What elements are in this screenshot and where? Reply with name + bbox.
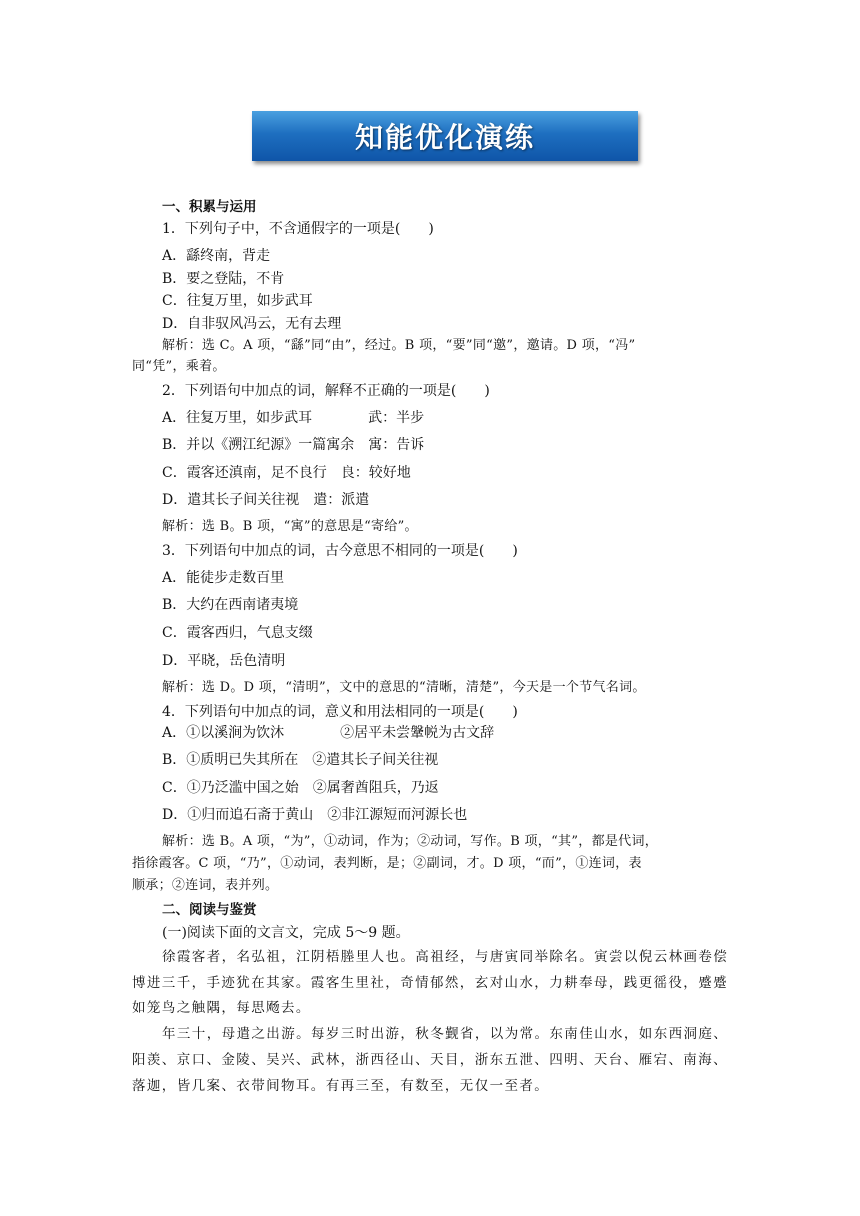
text-line-p2-1: 年三十，母遣之出游。每岁三时出游，秋冬觐省，以为常。东南佳山水，如东西洞庭、: [162, 1026, 729, 1042]
text-line-q2a: A．往复万里，如步武耳 武：半步: [162, 410, 425, 426]
text-line-q2d: D．遣其长子间关往视 遣：派遣: [162, 492, 370, 508]
text-line-a2: 解析：选 B。B 项，“寓”的意思是“寄给”。: [162, 519, 418, 534]
text-line-q1c: C．往复万里，如步武耳: [162, 293, 313, 309]
text-line-a4-1: 解析：选 B。A 项，“为”，①动词，作为；②动词，写作。B 项，“其”，都是代词，: [162, 834, 659, 849]
banner-title: 知能优化演练: [354, 121, 535, 154]
text-line-q1a: A．繇终南，背走: [162, 248, 271, 264]
text-line-p1-2: 博进三千，手迹犹在其家。霞客生里社，奇情郁然，玄对山水，力耕奉母，践更徭役，蹙蹙: [132, 975, 728, 991]
text-line-a3: 解析：选 D。D 项，“清明”，文中的意思的“清晰，清楚”，今天是一个节气名词。: [162, 680, 646, 695]
title-banner: [252, 111, 638, 161]
text-line-q4c: C．①乃泛滥中国之始 ②属奢酋阻兵，乃返: [162, 780, 439, 796]
text-line-p1-1: 徐霞客者，名弘祖，江阴梧塍里人也。高祖经，与唐寅同举除名。寅尝以倪云林画卷偿: [162, 949, 729, 965]
text-line-s1: 一、积累与运用: [162, 199, 257, 215]
text-line-p1-3: 如笼鸟之触隅，每思飏去。: [132, 1000, 311, 1016]
text-line-q1b: B．要之登陆，不肯: [162, 271, 285, 287]
text-line-q4: 4．下列语句中加点的词，意义和用法相同的一项是( ): [162, 704, 518, 720]
text-line-p2-3: 落迦，皆几案、衣带间物耳。有再三至，有数至，无仅一至者。: [132, 1078, 550, 1094]
text-line-r0: (一)阅读下面的文言文，完成 5～9 题。: [162, 925, 410, 941]
text-line-q3c: C．霞客西归，气息支缀: [162, 625, 313, 641]
text-line-s2: 二、阅读与鉴赏: [162, 902, 257, 918]
text-line-q4a: A．①以溪涧为饮沐 ②居平未尝鞶帨为古文辞: [162, 725, 495, 741]
text-line-q4d: D．①归而追石斋于黄山 ②非江源短而河源长也: [162, 807, 468, 823]
text-line-q1d: D．自非驭风冯云，无有去理: [162, 316, 342, 332]
text-line-q3d: D．平晓，岳色清明: [162, 653, 286, 669]
text-line-a1-2: 同“凭”，乘着。: [132, 359, 226, 374]
text-line-q2c: C．霞客还滇南，足不良行 良：较好地: [162, 465, 411, 481]
text-line-a4-3: 顺承；②连词，表并列。: [132, 878, 279, 893]
text-line-a1-1: 解析：选 C。A 项，“繇”同“由”，经过。B 项，“要”同“邀”，邀请。D 项，“冯”: [162, 338, 636, 353]
text-line-q2b: B．并以《溯江纪源》一篇寓余 寓：告诉: [162, 437, 425, 453]
text-line-p2-2: 阳羡、京口、金陵、吴兴、武林，浙西径山、天目，浙东五泄、四明、天台、雁宕、南海、: [132, 1052, 728, 1068]
text-line-q1: 1．下列句子中，不含通假字的一项是( ): [162, 221, 434, 237]
text-line-q4b: B．①质明已失其所在 ②遣其长子间关往视: [162, 752, 439, 768]
text-line-q2: 2．下列语句中加点的词，解释不正确的一项是( ): [162, 383, 490, 399]
text-line-a4-2: 指徐霞客。C 项，“乃”，①动词，表判断，是；②副词，才。D 项，“而”，①连词，表: [132, 856, 642, 871]
text-line-q3: 3．下列语句中加点的词，古今意思不相同的一项是( ): [162, 543, 518, 559]
text-line-q3b: B．大约在西南诸夷境: [162, 597, 299, 613]
text-line-q3a: A．能徒步走数百里: [162, 570, 285, 586]
